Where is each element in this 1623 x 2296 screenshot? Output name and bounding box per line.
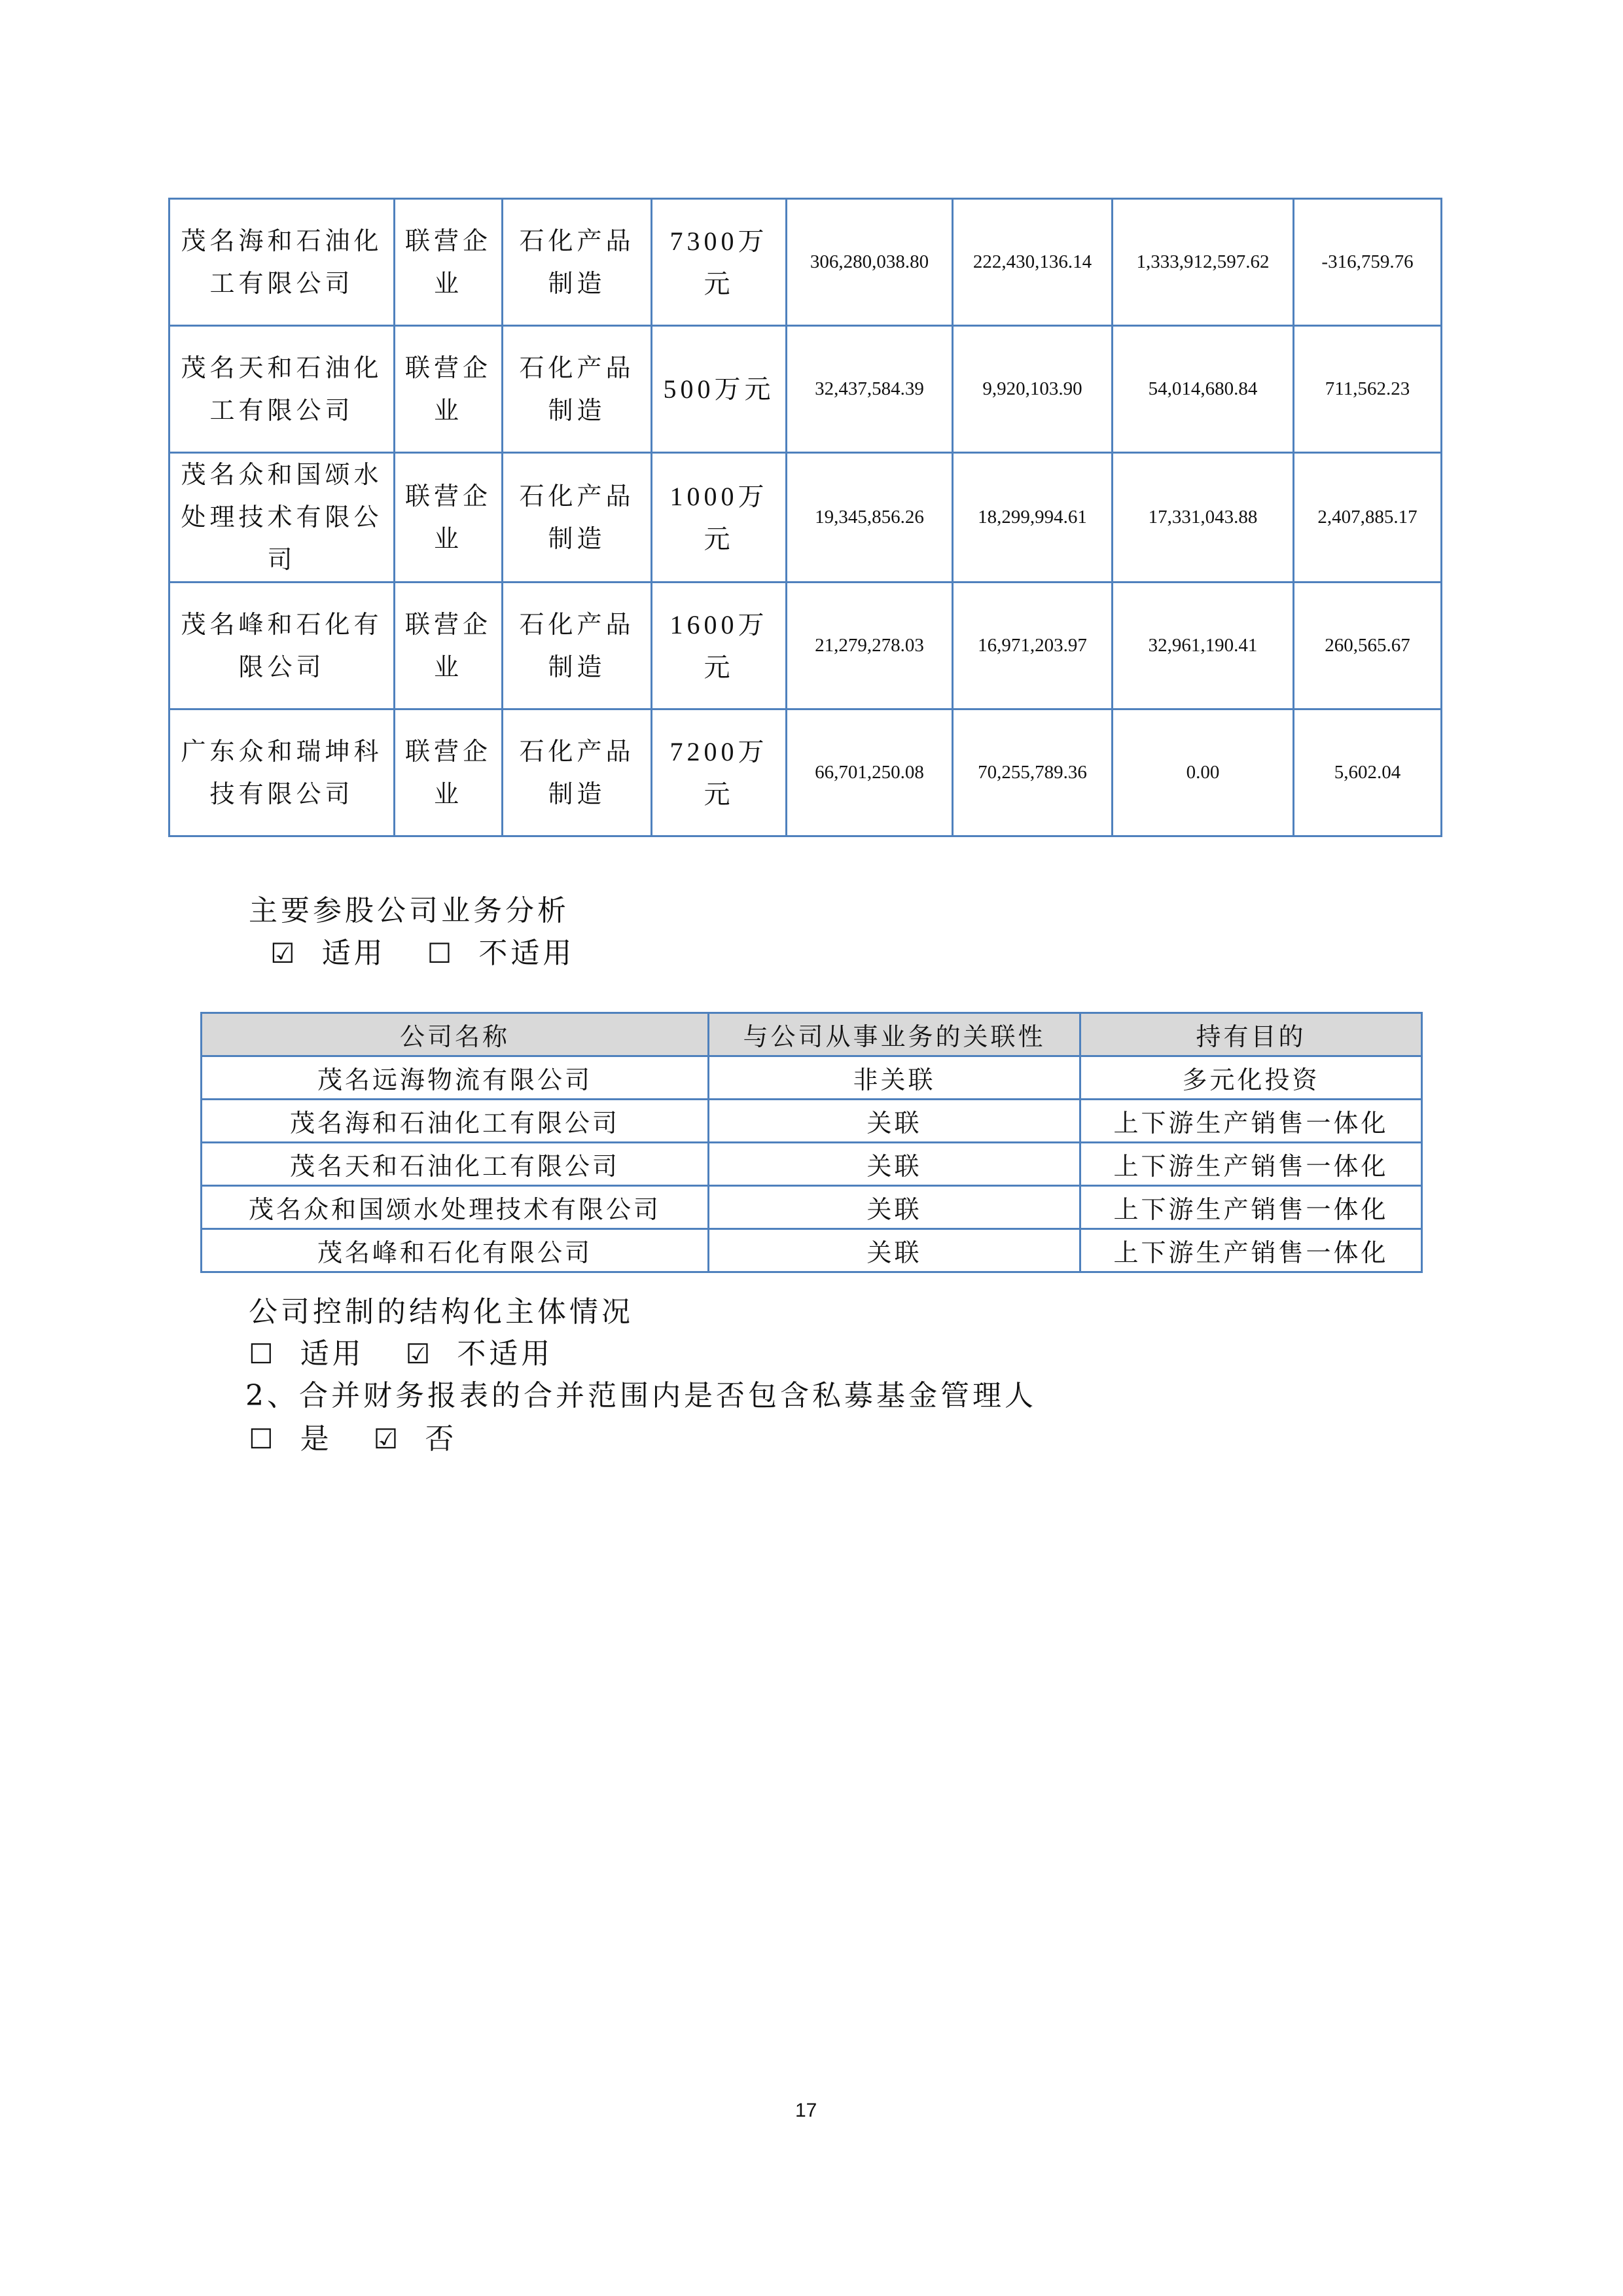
business-cell: 石化产品制造 — [503, 453, 652, 583]
column-header: 持有目的 — [1080, 1013, 1422, 1056]
company-name-cell: 茂名众和国颂水处理技术有限公司 — [202, 1186, 709, 1229]
registered-capital-cell: 1000万元 — [652, 453, 787, 583]
purpose-cell: 上下游生产销售一体化 — [1080, 1100, 1422, 1143]
table-row — [169, 199, 1442, 326]
relation-cell: 非关联 — [709, 1056, 1080, 1100]
net-profit-cell: 260,565.67 — [1294, 583, 1442, 709]
company-type-cell: 联营企业 — [395, 709, 503, 836]
subsidiary-financials-table — [168, 198, 1442, 837]
total-assets-cell: 32,437,584.39 — [787, 326, 953, 453]
relation-cell: 关联 — [709, 1229, 1080, 1272]
registered-capital-cell: 7300万元 — [652, 199, 787, 326]
purpose-cell: 上下游生产销售一体化 — [1080, 1143, 1422, 1186]
business-cell: 石化产品制造 — [503, 583, 652, 709]
table-row — [169, 326, 1442, 453]
relation-cell: 关联 — [709, 1143, 1080, 1186]
label-not-applicable: 不适用 — [457, 1337, 554, 1371]
company-name-cell: 茂名海和石油化工有限公司 — [202, 1100, 709, 1143]
revenue-cell: 54,014,680.84 — [1113, 326, 1294, 453]
company-name-cell: 茂名海和石油化工有限公司 — [169, 199, 395, 326]
company-type-cell: 联营企业 — [395, 326, 503, 453]
equity-applicability-options — [270, 929, 603, 971]
label-applicable: 适用 — [300, 1337, 365, 1371]
company-name-cell: 茂名众和国颂水处理技术有限公司 — [169, 453, 395, 583]
table-row — [169, 709, 1442, 836]
purpose-cell: 上下游生产销售一体化 — [1080, 1186, 1422, 1229]
section-title-equity: 主要参股公司业务分析 — [249, 894, 569, 927]
net-assets-cell: 222,430,136.14 — [953, 199, 1113, 326]
table-row — [202, 1229, 1422, 1272]
column-header: 与公司从事业务的关联性 — [709, 1013, 1080, 1056]
net-assets-cell: 9,920,103.90 — [953, 326, 1113, 453]
total-assets-cell: 21,279,278.03 — [787, 583, 953, 709]
company-name-cell: 茂名峰和石化有限公司 — [202, 1229, 709, 1272]
total-assets-cell: 19,345,856.26 — [787, 453, 953, 583]
structured-applicability-options — [249, 1330, 582, 1372]
fund-manager-options — [249, 1415, 486, 1457]
total-assets-cell: 306,280,038.80 — [787, 199, 953, 326]
section-title-fund-manager: 2、合并财务报表的合并范围内是否包含私募基金管理人 — [245, 1379, 1037, 1412]
checkbox-no[interactable]: ☑ — [373, 1423, 402, 1455]
column-header: 公司名称 — [202, 1013, 709, 1056]
checkbox-applicable[interactable]: ☑ — [270, 937, 298, 969]
net-profit-cell: 711,562.23 — [1294, 326, 1442, 453]
section-title-structured: 公司控制的结构化主体情况 — [249, 1295, 633, 1329]
revenue-cell: 17,331,043.88 — [1113, 453, 1294, 583]
registered-capital-cell: 7200万元 — [652, 709, 787, 836]
registered-capital-cell: 500万元 — [652, 326, 787, 453]
net-profit-cell: -316,759.76 — [1294, 199, 1442, 326]
label-applicable: 适用 — [321, 937, 386, 970]
company-name-cell: 茂名天和石油化工有限公司 — [169, 326, 395, 453]
relation-cell: 关联 — [709, 1186, 1080, 1229]
table-row — [202, 1056, 1422, 1100]
company-type-cell: 联营企业 — [395, 583, 503, 709]
checkbox-yes[interactable]: ☐ — [249, 1423, 277, 1455]
net-profit-cell: 2,407,885.17 — [1294, 453, 1442, 583]
revenue-cell: 0.00 — [1113, 709, 1294, 836]
total-assets-cell: 66,701,250.08 — [787, 709, 953, 836]
registered-capital-cell: 1600万元 — [652, 583, 787, 709]
business-cell: 石化产品制造 — [503, 326, 652, 453]
revenue-cell: 1,333,912,597.62 — [1113, 199, 1294, 326]
label-no: 否 — [425, 1422, 457, 1456]
net-profit-cell: 5,602.04 — [1294, 709, 1442, 836]
checkbox-applicable[interactable]: ☐ — [249, 1338, 277, 1370]
company-name-cell: 茂名远海物流有限公司 — [202, 1056, 709, 1100]
table-row — [202, 1186, 1422, 1229]
business-cell: 石化产品制造 — [503, 199, 652, 326]
purpose-cell: 上下游生产销售一体化 — [1080, 1229, 1422, 1272]
company-name-cell: 茂名峰和石化有限公司 — [169, 583, 395, 709]
net-assets-cell: 16,971,203.97 — [953, 583, 1113, 709]
company-type-cell: 联营企业 — [395, 453, 503, 583]
table-row — [169, 453, 1442, 583]
net-assets-cell: 18,299,994.61 — [953, 453, 1113, 583]
table-row — [202, 1143, 1422, 1186]
table-row — [202, 1100, 1422, 1143]
purpose-cell: 多元化投资 — [1080, 1056, 1422, 1100]
label-yes: 是 — [300, 1422, 332, 1456]
page-number: 17 — [795, 2100, 817, 2121]
company-name-cell: 广东众和瑞坤科技有限公司 — [169, 709, 395, 836]
relation-cell: 关联 — [709, 1100, 1080, 1143]
business-cell: 石化产品制造 — [503, 709, 652, 836]
equity-companies-table — [200, 1012, 1423, 1273]
revenue-cell: 32,961,190.41 — [1113, 583, 1294, 709]
checkbox-not-applicable[interactable]: ☐ — [427, 937, 455, 969]
company-name-cell: 茂名天和石油化工有限公司 — [202, 1143, 709, 1186]
net-assets-cell: 70,255,789.36 — [953, 709, 1113, 836]
checkbox-not-applicable[interactable]: ☑ — [405, 1338, 434, 1370]
table-row — [169, 583, 1442, 709]
company-type-cell: 联营企业 — [395, 199, 503, 326]
label-not-applicable: 不适用 — [478, 937, 575, 970]
